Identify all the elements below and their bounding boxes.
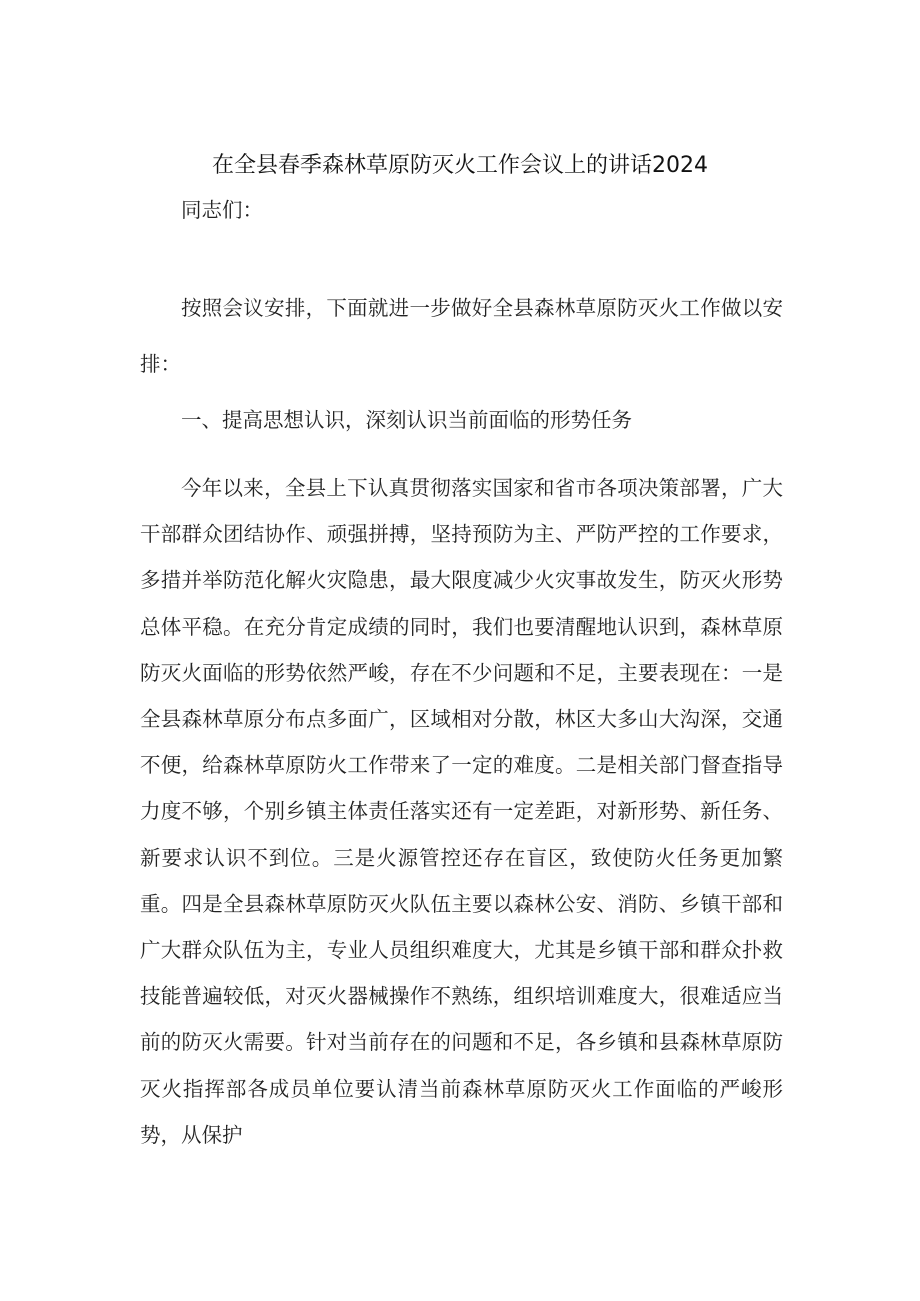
section-heading-1: 一、提高思想认识，深刻认识当前面临的形势任务: [181, 408, 632, 432]
body-paragraph-1: 今年以来，全县上下认真贯彻落实国家和省市各项决策部署，广大干部群众团结协作、顽强拼搏，坚持预防为主、严防严控的工作要求，多措并举防范化解火灾隐患，最大限度减少火灾事故发生，防灭火形势总体平稳。在充分肯定成绩的同时，我们也要清醒地认识到，森林草原防灭火面临的形势依然严峻，存在不少问题和不足，主要表现在：一是全县森林草原分布点多面广，区域相对分散，林区大多山大沟深，交通不便，给森林草原防火工作带来了一定的难度。二是相关部门督查指导力度不够，个别乡镇主体责任落实还有一定差距，对新形势、新任务、新要求认识不到位。三是火源管控还存在盲区，致使防火任务更加繁重。四是全县森林草原防灭火队伍主要以森林公安、消防、乡镇干部和广大群众队伍为主，专业人员组织难度大，尤其是乡镇干部和群众扑救技能普遍较低，对灭火器械操作不熟练，组织培训难度大，很难适应当前的防灭火需要。针对当前存在的问题和不足，各乡镇和县森林草原防灭火指挥部各成员单位要认清当前森林草原防灭火工作面临的严峻形势，从保护: [140, 476, 783, 1147]
greeting: 同志们：: [181, 198, 263, 222]
intro-paragraph: 按照会议安排，下面就进一步做好全县森林草原防灭火工作做以安排：: [140, 296, 783, 376]
document-title: 在全县春季森林草原防灭火工作会议上的讲话2024: [212, 153, 708, 178]
